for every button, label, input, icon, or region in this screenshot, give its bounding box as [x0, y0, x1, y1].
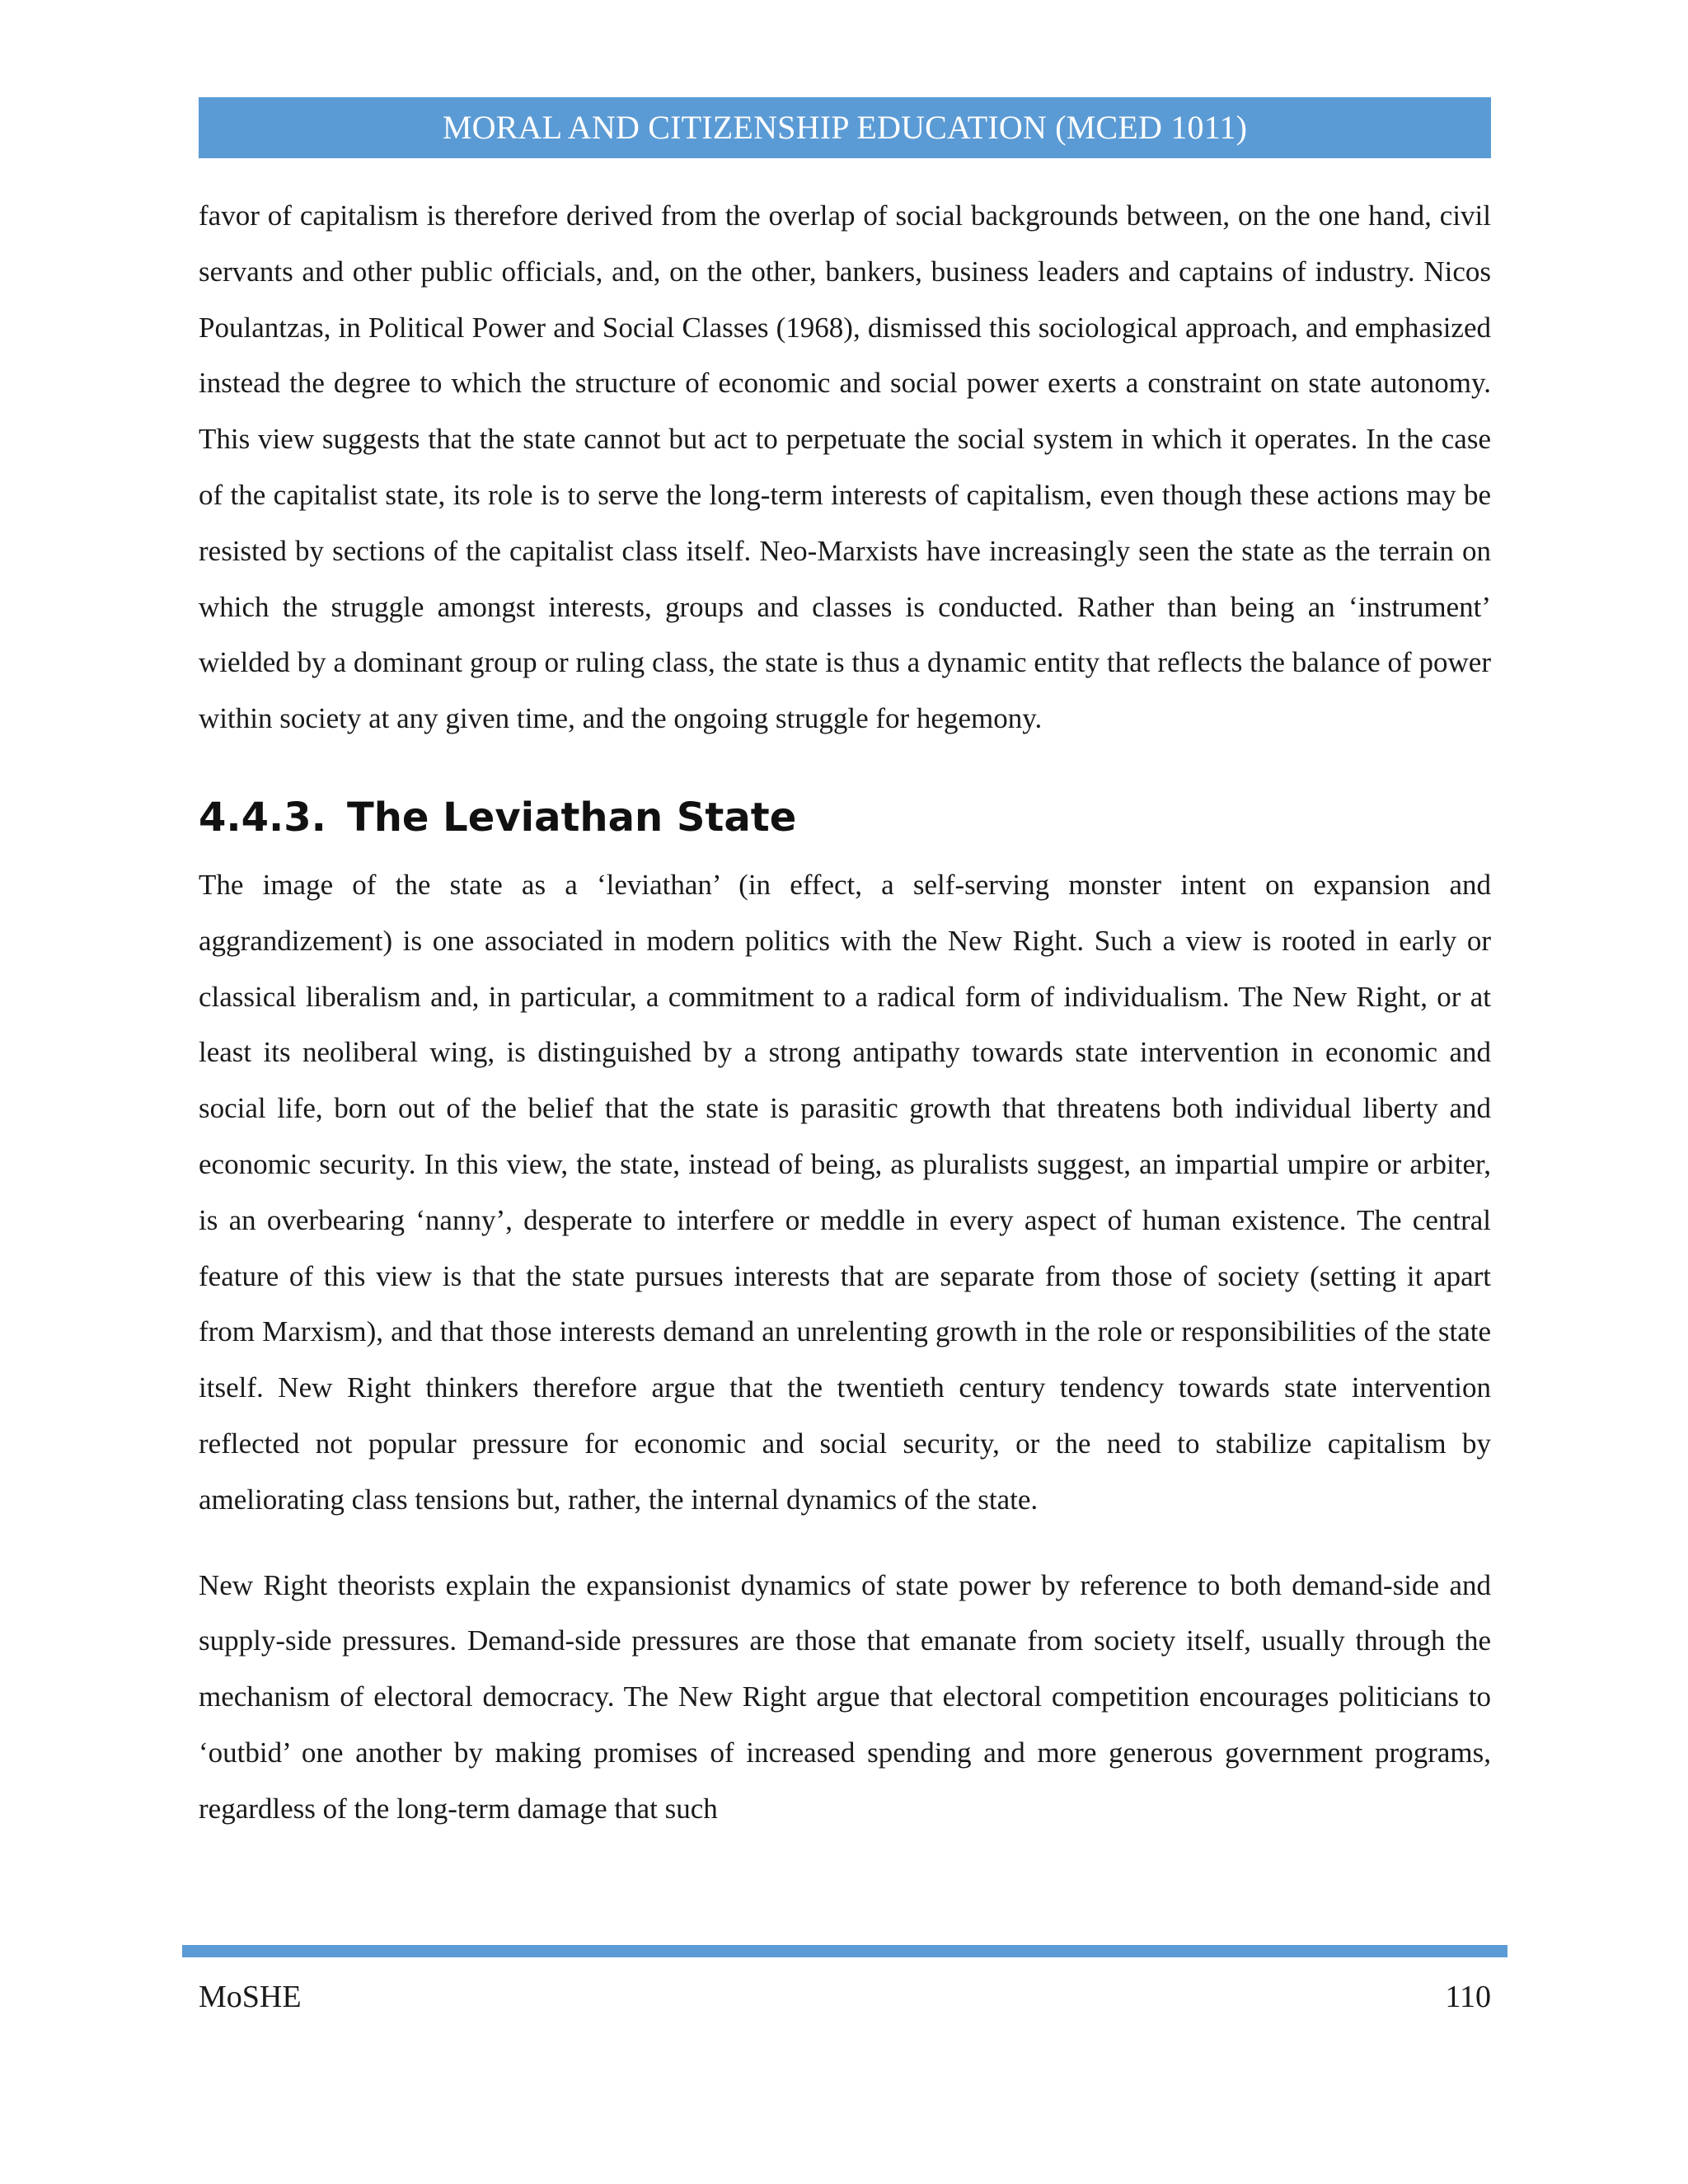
body-paragraph-3: New Right theorists explain the expansionist dynamics of state power by reference to both demand-side and supply-side pressures. Demand-side pressures are those that emanate from society itself, usually through the mechanism of electoral democracy. The New Right argue that electoral competition encourages politicians to ‘outbid’ one another by making promises of increased spending and more generous government programs, regardless of the long-term damage that such	[199, 1568, 1491, 1825]
page-number: 110	[1445, 1980, 1491, 2014]
section-number: 4.4.3.	[199, 794, 326, 841]
page-body	[199, 188, 1491, 1837]
body-paragraph-1: favor of capitalism is therefore derived from the overlap of social backgrounds between, on the one hand, civil servants and other public officials, and, on the other, bankers, business leaders and captains of industry. Nicos Poulantzas, in Political Power and Social Classes (1968), dismissed this sociological approach, and emphasized instead the degree to which the structure of economic and social power exerts a constraint on state autonomy. This view suggests that the state cannot but act to perpetuate the social system in which it operates. In the case of the capitalist state, its role is to serve the long-term interests of capitalism, even though these actions may be resisted by sections of the capitalist class itself. Neo-Marxists have increasingly seen the state as the terrain on which the struggle amongst interests, groups and classes is conducted. Rather than being an ‘instrument’ wielded by a dominant group or ruling class, the state is thus a dynamic entity that reflects the balance of power within society at any given time, and the ongoing struggle for hegemony.	[199, 199, 1491, 735]
footer-divider	[182, 1945, 1507, 1957]
body-paragraph-2: The image of the state as a ‘leviathan’ (in effect, a self-serving monster intent on expansion and aggrandizement) is one associated in modern politics with the New Right. Such a view is rooted in early or classical liberalism and, in particular, a commitment to a radical form of individualism. The New Right, or at least its neoliberal wing, is distinguished by a strong antipathy towards state intervention in economic and social life, born out of the belief that the state is parasitic growth that threatens both individual liberty and economic security. In this view, the state, instead of being, as pluralists suggest, an impartial umpire or arbiter, is an overbearing ‘nanny’, desperate to interfere or meddle in every aspect of human existence. The central feature of this view is that the state pursues interests that are separate from those of society (setting it apart from Marxism), and that those interests demand an unrelenting growth in the role or responsibilities of the state itself. New Right thinkers therefore argue that the twentieth century tendency towards state intervention reflected not popular pressure for economic and social security, or the need to stabilize capitalism by ameliorating class tensions but, rather, the internal dynamics of the state.	[199, 868, 1491, 1516]
page-header: MORAL AND CITIZENSHIP EDUCATION (MCED 1011)	[199, 97, 1491, 158]
section-title: The Leviathan State	[347, 794, 797, 841]
section-heading	[199, 783, 1491, 852]
footer-publisher: MoSHE	[199, 1980, 302, 2014]
